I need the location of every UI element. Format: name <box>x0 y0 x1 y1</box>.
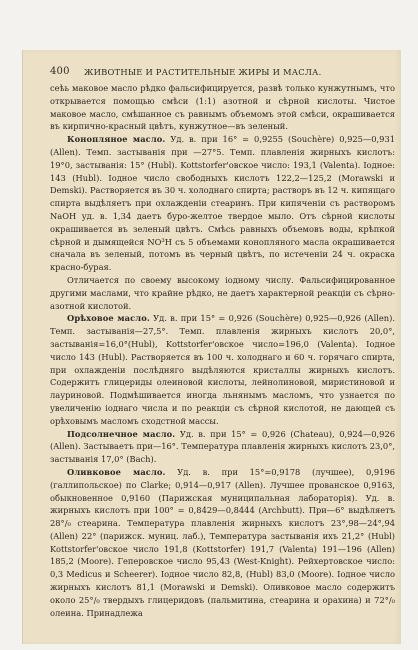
paragraph-text: Уд. в. при 15° = 0,926 (Souchère) 0,925—0,926 (Allen). Темп. застыванія—27,5°. Темп. плавленія жирныхъ кислотъ 20,0°, застыванія=16,0°(Hubl), Kottstorfer'овское число=196,0 (Valenta). Іодное число 143 (Hubl). Растворяется въ 100 ч. холоднаго и 60 ч. горячаго спирта, при охлажденіи послѣдняго выдѣляются кристаллы жирныхъ кислотъ. Содержитъ глицериды олеиновой кислоты, лейнолиновой, миристиновой и лауриновой. Подмѣшивается иногда льнянымъ масломъ, что узнается по увеличенію іоднаго числа и по реакціи съ сѣрной кислотой, не дающей съ орѣховымъ масломъ сходстной массы. <box>50 313 396 426</box>
page-header <box>50 66 395 80</box>
paragraph-hemp-oil-note <box>50 274 395 312</box>
paragraph-text: сеѣь маковое масло рѣдко фальсифицируется, развѣ только кунжутнымъ, что открывается помощью смѣси (1:1) азотной и сѣрной кислоты. Чистое маковое масло, смѣшанное съ равнымъ объемомъ этой смѣси, окрашивается въ кирпично-красный цвѣтъ, кунжутное—въ зеленый. <box>50 83 395 132</box>
entry-heading: Орѣховое масло. <box>67 313 150 324</box>
paragraph-text: Отличается по своему высокому іодному числу. Фальсифицированное другими маслами, что крайне рѣдко, не даетъ характерной реакціи съ сѣрно-азотной кислотой. <box>50 274 395 311</box>
running-title: ЖИВОТНЫЕ И РАСТИТЕЛЬНЫЕ ЖИРЫ И МАСЛА. <box>84 67 322 77</box>
entry-heading: Конопляное масло. <box>67 134 166 145</box>
paragraph-text: Уд. в. при 15° = 0,926 (Chateau), 0,924—0,926 (Allen). Застываетъ при—16°. Температура плавленія жирныхъ кислотъ 23,0°, застыванія 17,0° (Bach). <box>50 428 396 465</box>
entry-heading: Оливковое масло. <box>67 466 166 477</box>
paragraph-poppy-oil-end <box>50 82 395 133</box>
page-body <box>50 82 395 619</box>
entry-heading: Подсолнечное масло. <box>67 428 176 439</box>
page-number: 400 <box>50 66 70 77</box>
paragraph-olive-oil <box>50 466 395 620</box>
paragraph-text: Уд. в. при 16° = 0,9255 (Souchère) 0,925—0,931 (Allen). Темп. застыванія при —27°5. Темп. плавленія жирныхъ кислотъ: 19°0, застыванія: 15° (Hubl). Kottstorfer'овское число: 193,1 (Valenta). Іодное: 143 (Hubl). Іодное число свободныхъ кислотъ 122,2—125,2 (Morawski и Demski). Растворяется въ 30 ч. холоднаго спирта; растворъ въ 12 ч. кипящаго спирта выдѣляетъ при охлажденіи стеаринъ. При кипяченіи съ растворомъ NaOH уд. в. 1,34 даетъ буро-желтое твердое мыло. Отъ сѣрной кислоты окрашивается въ зеленый цвѣтъ. Смѣсь равныхъ объемовъ воды, крѣпкой сѣрной и дымящейся NO³H съ 5 объемами конопляного масла окрашивается сначала въ зеленый, потомъ въ черный цвѣтъ, по истеченіи 24 ч. окраска красно-бурая. <box>50 134 395 273</box>
paragraph-text: Уд. в. при 15°=0,9178 (лучшее), 0,9196 (галлипольское) по Clarke; 0,914—0,917 (Allen). Лучшее прованское 0,9163, обыкновенное 0,9160 (Парижская муниципальная лабораторія). Уд. в. жирныхъ кислотъ при 100° = 0,8429—0,8444 (Archbutt). При—6° выдѣляетъ 28°/₀ стеарина. Температура плавленія жирныхъ кислотъ 23°,98—24°,94 (Allen) 22° (парижск. муниц. лаб.), Температура застыванія ихъ 21,2° (Hubl) Kottstorfer'овское число 191,8 (Kottstorfer) 191,7 (Valenta) 191—196 (Allen) 185,2 (Moore). Геперовское число 95,43 (West-Knight). Рейхертовское число: 0,3 Medicus и Scheerer). Іодное число 82,8, (Hubl) 83,0 (Moore). Іодное число жирныхъ кислотъ 81,1 (Morawski и Demski). Оливковое масло содержитъ около 25°/₀ твердыхъ глицеридовъ (пальмитина, стеарина и орахина) и 72°/₀ олеина. Принадлежа <box>50 466 395 618</box>
paragraph-hemp-oil <box>50 133 395 274</box>
paragraph-sunflower-oil <box>50 428 395 466</box>
paragraph-walnut-oil <box>50 312 395 427</box>
